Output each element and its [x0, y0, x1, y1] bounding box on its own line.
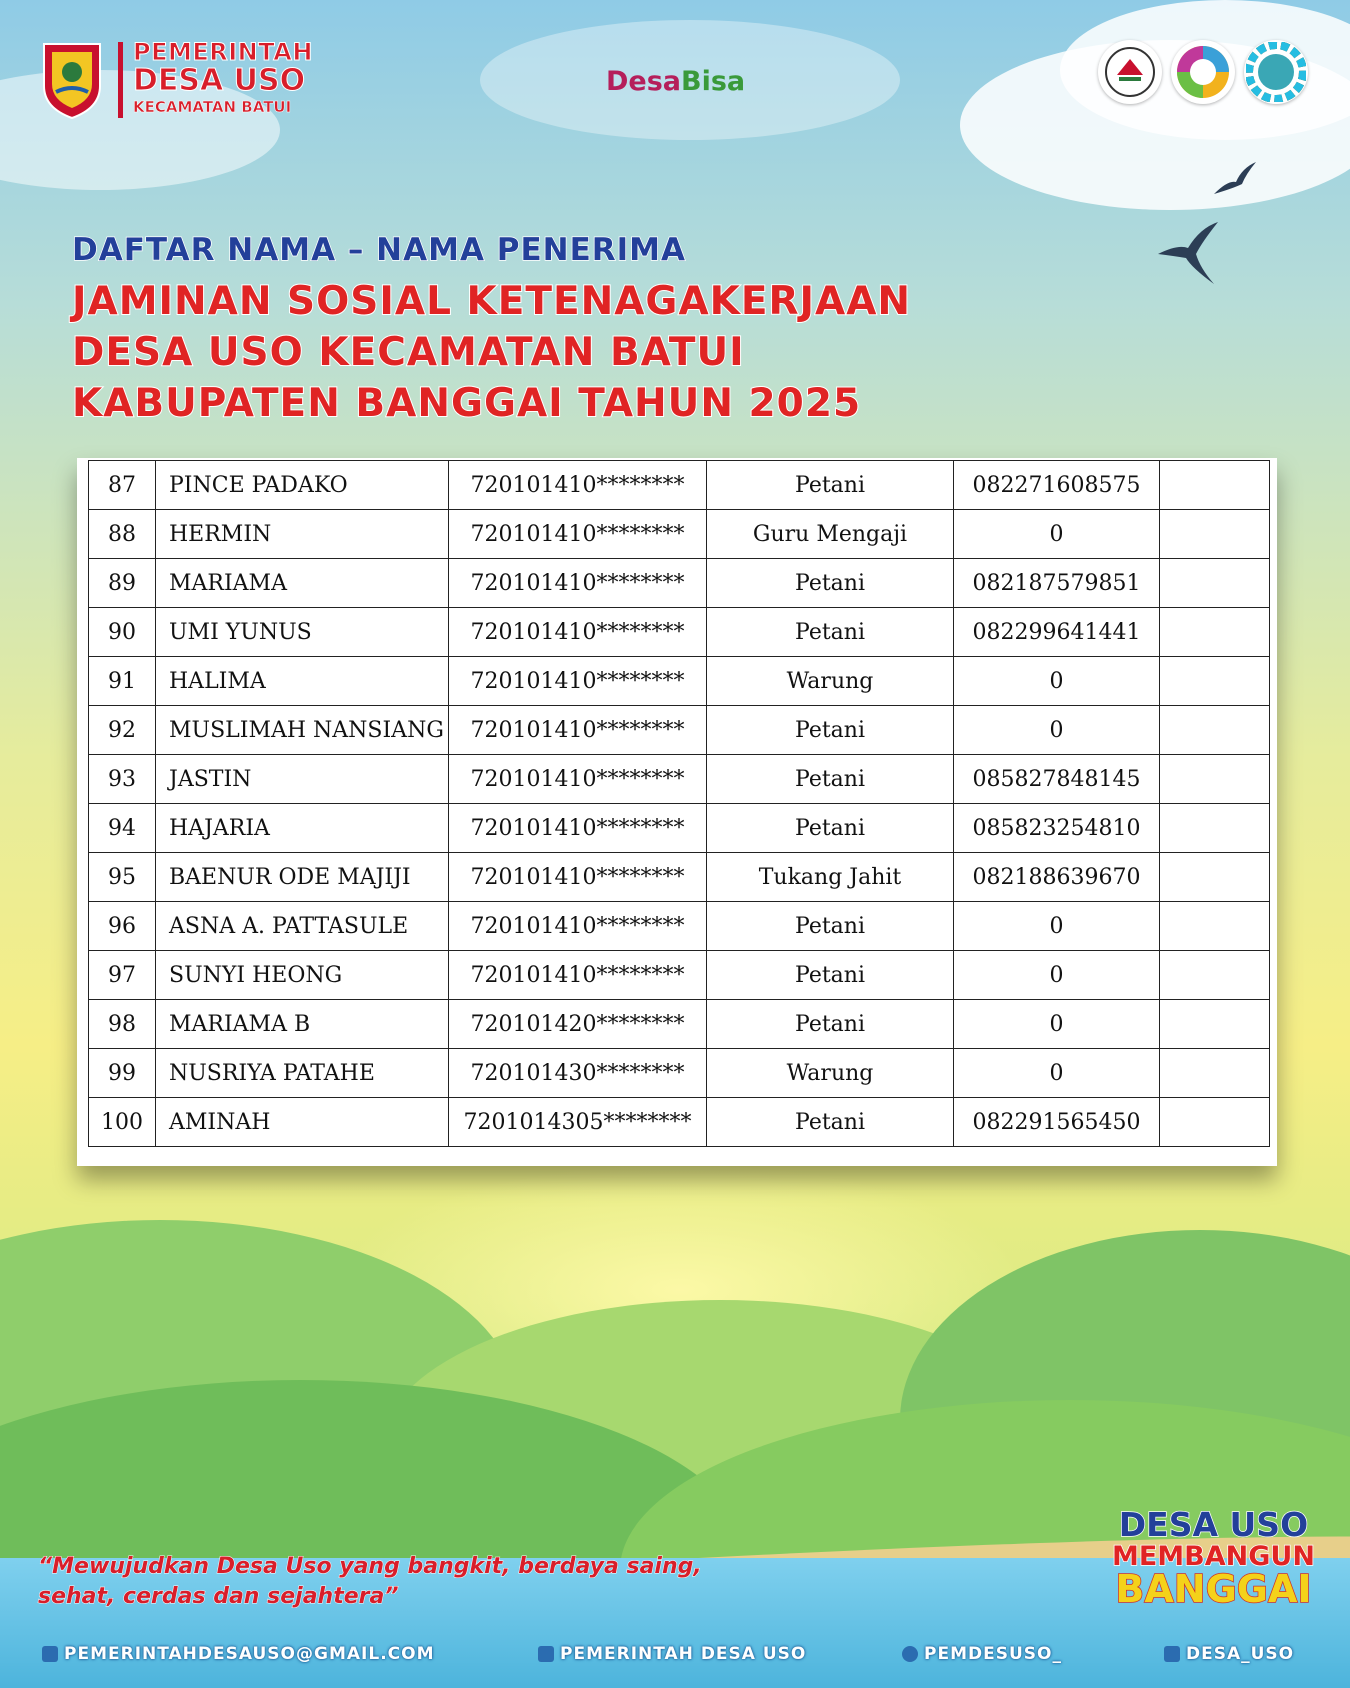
recipient-name: ASNA A. PATTASULE — [156, 902, 449, 951]
table-row — [89, 804, 1270, 853]
quote-line2: sehat, cerdas dan sejahtera” — [38, 1584, 399, 1609]
facebook-icon — [538, 1646, 554, 1662]
recipient-nik: 7201014305******** — [449, 1098, 707, 1147]
table-row — [89, 608, 1270, 657]
recipient-occupation: Petani — [707, 461, 954, 510]
recipient-name: NUSRIYA PATAHE — [156, 1049, 449, 1098]
empty-cell — [1160, 657, 1270, 706]
brand-part1: Desa — [606, 66, 682, 97]
twitter-icon — [1164, 1646, 1180, 1662]
gov-line1: PEMERINTAH — [133, 38, 313, 66]
recipient-occupation: Petani — [707, 951, 954, 1000]
recipient-phone: 0 — [954, 902, 1160, 951]
email-icon — [42, 1646, 58, 1662]
empty-cell — [1160, 1098, 1270, 1147]
bird-icon — [1212, 160, 1258, 206]
recipient-occupation: Warung — [707, 1049, 954, 1098]
title-line3: KABUPATEN BANGGAI TAHUN 2025 — [72, 381, 862, 426]
recipient-occupation: Petani — [707, 755, 954, 804]
empty-cell — [1160, 510, 1270, 559]
table-row — [89, 461, 1270, 510]
regency-emblem — [38, 40, 106, 120]
title-line1: JAMINAN SOSIAL KETENAGAKERJAAN — [72, 279, 912, 324]
empty-cell — [1160, 1000, 1270, 1049]
quote-line1: “Mewujudkan Desa Uso yang bangkit, berdaya saing, — [38, 1554, 702, 1579]
row-number: 100 — [89, 1098, 156, 1147]
recipient-phone: 085823254810 — [954, 804, 1160, 853]
slogan-logo — [1112, 1505, 1315, 1611]
recipient-rows — [89, 461, 1270, 1147]
recipient-phone: 082299641441 — [954, 608, 1160, 657]
recipient-phone: 0 — [954, 510, 1160, 559]
row-number: 92 — [89, 706, 156, 755]
empty-cell — [1160, 804, 1270, 853]
recipient-name: HAJARIA — [156, 804, 449, 853]
recipient-name: SUNYI HEONG — [156, 951, 449, 1000]
recipient-table — [88, 460, 1270, 1147]
table-row — [89, 1098, 1270, 1147]
recipient-occupation: Tukang Jahit — [707, 853, 954, 902]
contact-tiktok[interactable] — [902, 1644, 1062, 1664]
row-number: 90 — [89, 608, 156, 657]
contact-email[interactable] — [42, 1644, 435, 1664]
tiktok-text: PEMDESUSO_ — [924, 1644, 1062, 1664]
tiktok-icon — [902, 1646, 918, 1662]
row-number: 87 — [89, 461, 156, 510]
row-number: 99 — [89, 1049, 156, 1098]
recipient-name: MARIAMA B — [156, 1000, 449, 1049]
row-number: 97 — [89, 951, 156, 1000]
recipient-name: MARIAMA — [156, 559, 449, 608]
table-row — [89, 1000, 1270, 1049]
facebook-text: PEMERINTAH DESA USO — [560, 1644, 807, 1664]
recipient-occupation: Petani — [707, 1000, 954, 1049]
recipient-phone: 082271608575 — [954, 461, 1160, 510]
recipient-nik: 720101410******** — [449, 706, 707, 755]
brand-part2: Bisa — [681, 66, 746, 97]
table-row — [89, 902, 1270, 951]
empty-cell — [1160, 853, 1270, 902]
recipient-phone: 0 — [954, 1049, 1160, 1098]
ministry-logo — [1098, 40, 1162, 104]
page-title — [72, 276, 911, 429]
recipient-nik: 720101410******** — [449, 657, 707, 706]
recipient-name: JASTIN — [156, 755, 449, 804]
recipient-phone: 0 — [954, 706, 1160, 755]
empty-cell — [1160, 608, 1270, 657]
recipient-nik: 720101410******** — [449, 559, 707, 608]
recipient-name: UMI YUNUS — [156, 608, 449, 657]
slogan-line2: MEMBANGUN — [1112, 1541, 1315, 1572]
recipient-nik: 720101410******** — [449, 853, 707, 902]
recipient-nik: 720101410******** — [449, 755, 707, 804]
row-number: 89 — [89, 559, 156, 608]
recipient-nik: 720101410******** — [449, 510, 707, 559]
gov-line3: KECAMATAN BATUI — [133, 98, 292, 116]
slogan-line3: BANGGAI — [1115, 1567, 1312, 1611]
empty-cell — [1160, 559, 1270, 608]
recipient-occupation: Warung — [707, 657, 954, 706]
recipient-occupation: Petani — [707, 608, 954, 657]
header-divider — [118, 42, 123, 118]
table-row — [89, 706, 1270, 755]
row-number: 94 — [89, 804, 156, 853]
recipient-phone: 0 — [954, 1000, 1160, 1049]
recipient-name: MUSLIMAH NANSIANG — [156, 706, 449, 755]
table-row — [89, 1049, 1270, 1098]
recipient-table-card — [77, 458, 1277, 1166]
twitter-text: DESA_USO — [1186, 1644, 1295, 1664]
recipient-phone: 0 — [954, 951, 1160, 1000]
slogan-line1: DESA USO — [1118, 1505, 1309, 1544]
row-number: 93 — [89, 755, 156, 804]
recipient-nik: 720101410******** — [449, 804, 707, 853]
recipient-occupation: Petani — [707, 1098, 954, 1147]
contact-facebook[interactable] — [538, 1644, 806, 1664]
sdgs-logo — [1244, 40, 1308, 104]
recipient-nik: 720101410******** — [449, 461, 707, 510]
table-row — [89, 951, 1270, 1000]
partner-logos — [1098, 40, 1308, 104]
table-row — [89, 853, 1270, 902]
recipient-phone: 082187579851 — [954, 559, 1160, 608]
empty-cell — [1160, 951, 1270, 1000]
row-number: 95 — [89, 853, 156, 902]
table-row — [89, 559, 1270, 608]
gov-line2: DESA USO — [133, 63, 306, 98]
recipient-name: HALIMA — [156, 657, 449, 706]
table-row — [89, 657, 1270, 706]
recipient-occupation: Guru Mengaji — [707, 510, 954, 559]
recipient-occupation: Petani — [707, 559, 954, 608]
recipient-nik: 720101410******** — [449, 951, 707, 1000]
table-row — [89, 755, 1270, 804]
desa-cerdas-logo — [1171, 40, 1235, 104]
recipient-nik: 720101430******** — [449, 1049, 707, 1098]
row-number: 98 — [89, 1000, 156, 1049]
page-subtitle: DAFTAR NAMA – NAMA PENERIMA — [72, 232, 686, 268]
recipient-occupation: Petani — [707, 902, 954, 951]
empty-cell — [1160, 902, 1270, 951]
row-number: 96 — [89, 902, 156, 951]
government-name — [133, 40, 313, 115]
recipient-phone: 0 — [954, 657, 1160, 706]
recipient-phone: 082291565450 — [954, 1098, 1160, 1147]
recipient-name: PINCE PADAKO — [156, 461, 449, 510]
email-text: PEMERINTAHDESAUSO@GMAIL.COM — [64, 1644, 435, 1664]
row-number: 91 — [89, 657, 156, 706]
recipient-phone: 082188639670 — [954, 853, 1160, 902]
recipient-name: BAENUR ODE MAJIJI — [156, 853, 449, 902]
table-row — [89, 510, 1270, 559]
recipient-name: AMINAH — [156, 1098, 449, 1147]
row-number: 88 — [89, 510, 156, 559]
recipient-name: HERMIN — [156, 510, 449, 559]
recipient-nik: 720101410******** — [449, 902, 707, 951]
empty-cell — [1160, 755, 1270, 804]
desa-bisa-logo — [606, 66, 745, 97]
motto-quote — [38, 1552, 702, 1612]
recipient-phone: 085827848145 — [954, 755, 1160, 804]
recipient-occupation: Petani — [707, 706, 954, 755]
bird-icon — [1156, 218, 1220, 288]
title-line2: DESA USO KECAMATAN BATUI — [72, 330, 745, 375]
recipient-nik: 720101420******** — [449, 1000, 707, 1049]
empty-cell — [1160, 706, 1270, 755]
recipient-occupation: Petani — [707, 804, 954, 853]
empty-cell — [1160, 1049, 1270, 1098]
recipient-nik: 720101410******** — [449, 608, 707, 657]
contact-twitter[interactable] — [1164, 1644, 1294, 1664]
empty-cell — [1160, 461, 1270, 510]
